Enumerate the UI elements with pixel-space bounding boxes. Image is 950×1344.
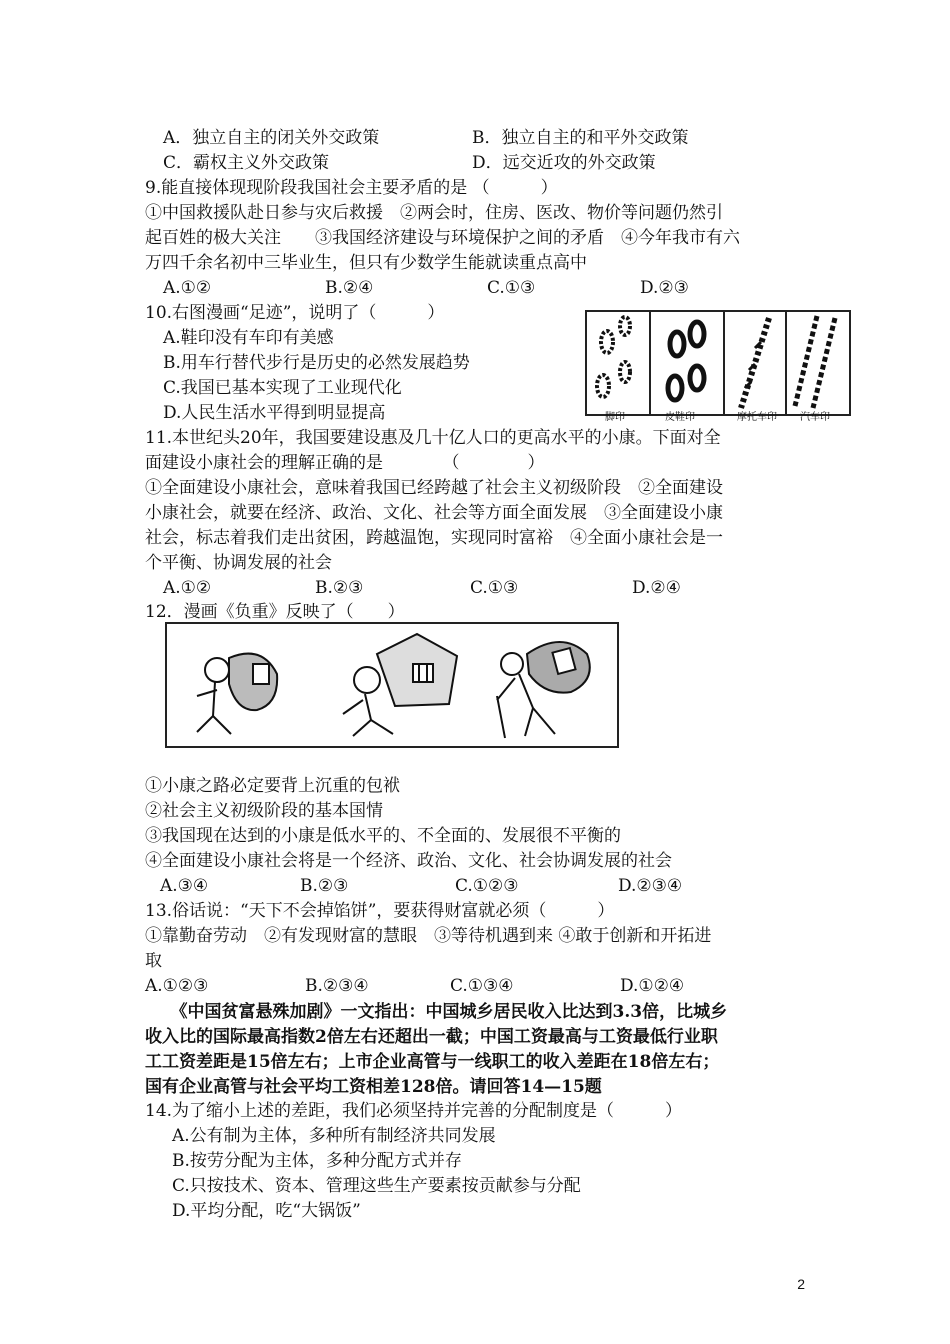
q8-option-d: D．远交近攻的外交政策 bbox=[472, 153, 656, 173]
q11-line: 小康社会，就要在经济、政治、文化、社会等方面全面发展 ③全面建设小康 bbox=[145, 503, 723, 523]
car-print-panel bbox=[787, 312, 847, 414]
q8-option-a: A．独立自主的闭关外交政策 bbox=[163, 128, 380, 148]
motorcycle-print-panel bbox=[725, 312, 787, 414]
passage-line: 国有企业高管与社会平均工资相差128倍。请回答14—15题 bbox=[145, 1077, 602, 1097]
shoe-print-image bbox=[651, 312, 723, 414]
q11-line: ①全面建设小康社会，意味着我国已经跨越了社会主义初级阶段 ②全面建设 bbox=[145, 478, 723, 498]
page-number: 2 bbox=[797, 1276, 805, 1292]
q11-line: 面建设小康社会的理解正确的是 （ ） bbox=[145, 453, 545, 473]
burden-cartoon bbox=[165, 622, 619, 748]
burden-cartoon-image bbox=[167, 624, 617, 746]
q13-stem: 13.俗话说：“天下不会掉馅饼”，要获得财富就必须（ ） bbox=[145, 901, 615, 921]
q9-stem: 9.能直接体现现阶段我国社会主要矛盾的是 （ ） bbox=[145, 178, 558, 198]
q11-option-a: A.①② bbox=[163, 578, 212, 598]
q14-option-d: D.平均分配，吃“大锅饭” bbox=[172, 1201, 361, 1221]
foot-print-image bbox=[587, 312, 649, 414]
q14-stem: 14.为了缩小上述的差距，我们必须坚持并完善的分配制度是（ ） bbox=[145, 1101, 683, 1121]
q12-option-b: B.②③ bbox=[300, 876, 349, 896]
q9-option-c: C.①③ bbox=[487, 278, 536, 298]
foot-print-panel bbox=[587, 312, 651, 414]
q11-option-d: D.②④ bbox=[632, 578, 681, 598]
q10-option-a: A.鞋印没有车印有美感 bbox=[163, 328, 334, 348]
footprints-cartoon bbox=[585, 310, 851, 416]
passage-line: 工工资差距是15倍左右；上市企业高管与一线职工的收入差距在18倍左右； bbox=[145, 1052, 720, 1072]
q10-option-b: B.用车行替代步行是历史的必然发展趋势 bbox=[163, 353, 470, 373]
q11-option-b: B.②③ bbox=[315, 578, 364, 598]
q12-option-d: D.②③④ bbox=[618, 876, 683, 896]
q12-stem: 12．漫画《负重》反映了（ ） bbox=[145, 602, 405, 622]
q9-body-line: 万四千余名初中三毕业生，但只有少数学生能就读重点高中 bbox=[145, 253, 587, 273]
passage-line: 收入比的国际最高指数2倍左右还超出一截；中国工资最高与工资最低行业职 bbox=[145, 1027, 718, 1047]
q13-body-line: 取 bbox=[145, 951, 162, 971]
q12-item: ①小康之路必定要背上沉重的包袱 bbox=[145, 776, 400, 796]
figure-caption-foot: 脚印 bbox=[605, 412, 625, 423]
q10-option-d: D.人民生活水平得到明显提高 bbox=[163, 403, 386, 423]
q8-option-c: C．霸权主义外交政策 bbox=[163, 153, 330, 173]
q12-item: ④全面建设小康社会将是一个经济、政治、文化、社会协调发展的社会 bbox=[145, 851, 672, 871]
q11-option-c: C.①③ bbox=[470, 578, 519, 598]
q10-stem: 10.右图漫画“足迹”，说明了（ ） bbox=[145, 303, 445, 323]
q13-option-a: A.①②③ bbox=[145, 976, 209, 996]
q12-option-a: A.③④ bbox=[160, 876, 209, 896]
q14-option-b: B.按劳分配为主体，多种分配方式并存 bbox=[172, 1151, 462, 1171]
car-print-image bbox=[787, 312, 847, 414]
figure-caption-shoe: 皮鞋印 bbox=[665, 412, 695, 423]
q9-option-d: D.②③ bbox=[640, 278, 689, 298]
passage-line: 《中国贫富悬殊加剧》一文指出：中国城乡居民收入比达到3.3倍，比城乡 bbox=[145, 1002, 728, 1022]
motorcycle-print-image bbox=[725, 312, 785, 414]
q8-option-b: B．独立自主的和平外交政策 bbox=[472, 128, 689, 148]
q9-option-b: B.②④ bbox=[325, 278, 374, 298]
q9-body-line: 起百姓的极大关注 ③我国经济建设与环境保护之间的矛盾 ④今年我市有六 bbox=[145, 228, 740, 248]
q13-option-d: D.①②④ bbox=[620, 976, 685, 996]
figure-caption-motorcycle: 摩托车印 bbox=[737, 412, 777, 423]
figure-caption-car: 汽车印 bbox=[800, 412, 830, 423]
shoe-print-panel bbox=[651, 312, 725, 414]
q14-option-a: A.公有制为主体，多种所有制经济共同发展 bbox=[172, 1126, 496, 1146]
q13-body-line: ①靠勤奋劳动 ②有发现财富的慧眼 ③等待机遇到来 ④敢于创新和开拓进 bbox=[145, 926, 712, 946]
q12-item: ③我国现在达到的小康是低水平的、不全面的、发展很不平衡的 bbox=[145, 826, 621, 846]
q13-option-c: C.①③④ bbox=[450, 976, 514, 996]
q11-line: 社会，标志着我们走出贫困，跨越温饱，实现同时富裕 ④全面小康社会是一 bbox=[145, 528, 723, 548]
q11-line: 个平衡、协调发展的社会 bbox=[145, 553, 332, 573]
q12-option-c: C.①②③ bbox=[455, 876, 519, 896]
q12-item: ②社会主义初级阶段的基本国情 bbox=[145, 801, 383, 821]
q14-option-c: C.只按技术、资本、管理这些生产要素按贡献参与分配 bbox=[172, 1176, 581, 1196]
q10-option-c: C.我国已基本实现了工业现代化 bbox=[163, 378, 402, 398]
q9-body-line: ①中国救援队赴日参与灾后救援 ②两会时，住房、医改、物价等问题仍然引 bbox=[145, 203, 723, 223]
q9-option-a: A.①② bbox=[163, 278, 212, 298]
q13-option-b: B.②③④ bbox=[305, 976, 369, 996]
q11-line: 11.本世纪头20年，我国要建设惠及几十亿人口的更高水平的小康。下面对全 bbox=[145, 428, 721, 448]
